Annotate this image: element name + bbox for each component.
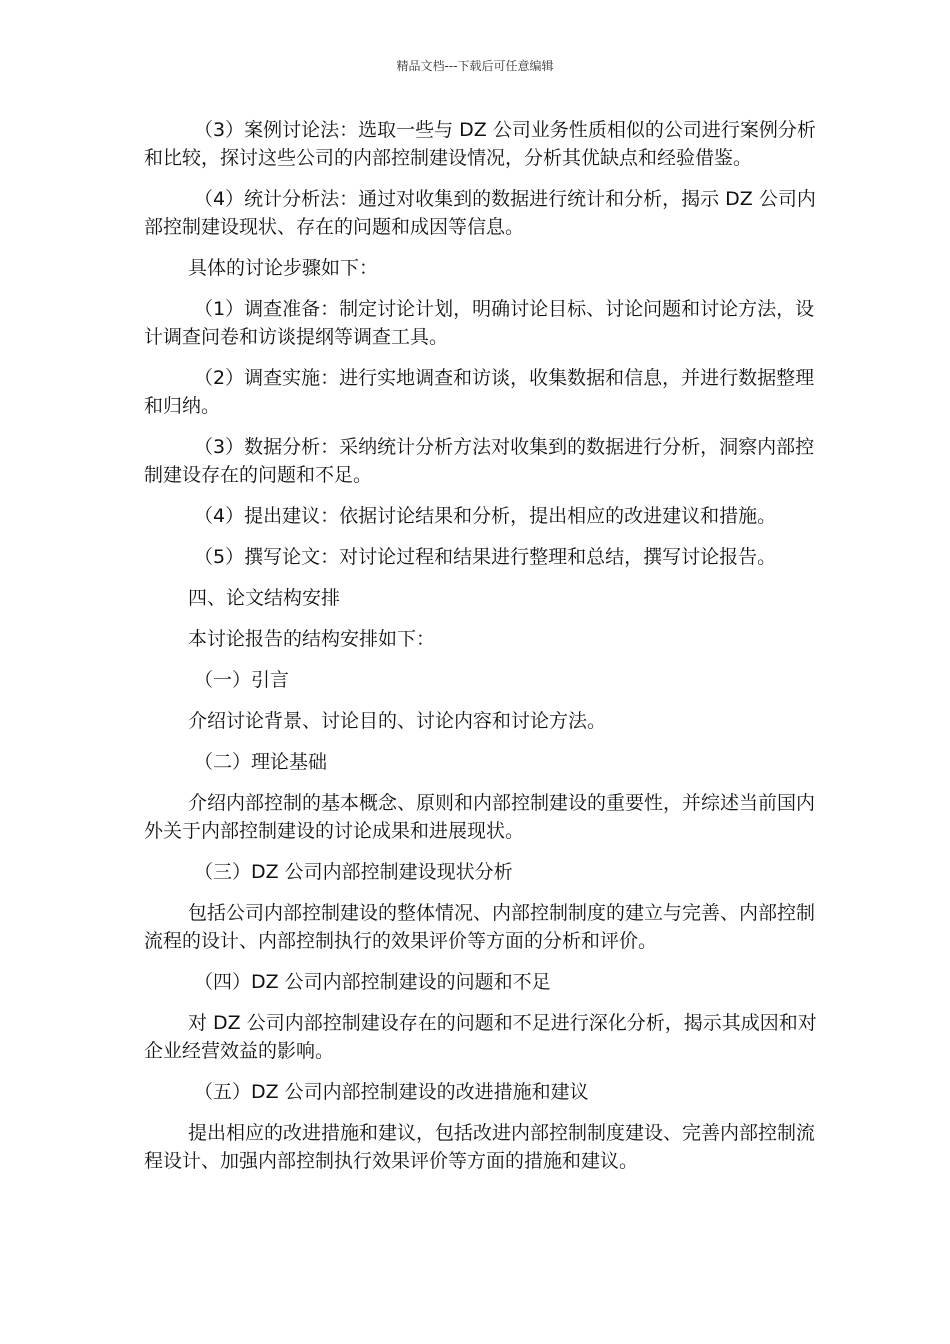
document-body xyxy=(144,116,820,1188)
page-header: 精品文档---下载后可任意编辑 xyxy=(396,59,554,73)
paragraph: （1）调查准备：制定讨论计划，明确讨论目标、讨论问题和讨论方法，设计调查问卷和访谈提纲等调查工具。 xyxy=(144,298,815,348)
paragraph: （3）案例讨论法：选取一些与 DZ 公司业务性质相似的公司进行案例分析和比较，探讨这些公司的内部控制建设情况，分析其优缺点和经验借鉴。 xyxy=(144,119,816,169)
paragraph: 包括公司内部控制建设的整体情况、内部控制制度的建立与完善、内部控制流程的设计、内部控制执行的效果评价等方面的分析和评价。 xyxy=(144,902,816,952)
paragraph: 介绍讨论背景、讨论目的、讨论内容和讨论方法。 xyxy=(188,710,607,732)
paragraph: （2）调查实施：进行实地调查和访谈，收集数据和信息，并进行数据整理和归纳。 xyxy=(144,367,815,417)
paragraph: 介绍内部控制的基本概念、原则和内部控制建设的重要性，并综述当前国内外关于内部控制建设的讨论成果和进展现状。 xyxy=(144,792,816,842)
subsection-heading: （二）理论基础 xyxy=(194,751,328,773)
paragraph: 提出相应的改进措施和建议，包括改进内部控制制度建设、完善内部控制流程设计、加强内部控制执行效果评价等方面的措施和建议。 xyxy=(144,1122,816,1172)
paragraph: （4）提出建议：依据讨论结果和分析，提出相应的改进建议和措施。 xyxy=(194,505,777,527)
section-heading: 四、论文结构安排 xyxy=(188,587,341,609)
subsection-heading: （一）引言 xyxy=(194,669,290,691)
paragraph: （4）统计分析法：通过对收集到的数据进行统计和分析，揭示 DZ 公司内部控制建设现状、存在的问题和成因等信息。 xyxy=(144,188,816,238)
paragraph: 对 DZ 公司内部控制建设存在的问题和不足进行深化分析，揭示其成因和对企业经营效益的影响。 xyxy=(144,1012,817,1062)
subsection-heading: （五）DZ 公司内部控制建设的改进措施和建议 xyxy=(194,1081,589,1103)
paragraph: 本讨论报告的结构安排如下： xyxy=(188,628,436,650)
paragraph: 具体的讨论步骤如下： xyxy=(188,257,379,279)
paragraph: （3）数据分析：采纳统计分析方法对收集到的数据进行分析，洞察内部控制建设存在的问题和不足。 xyxy=(144,436,815,486)
paragraph: （5）撰写论文：对讨论过程和结果进行整理和总结，撰写讨论报告。 xyxy=(194,546,777,568)
subsection-heading: （三）DZ 公司内部控制建设现状分析 xyxy=(194,861,513,883)
subsection-heading: （四）DZ 公司内部控制建设的问题和不足 xyxy=(194,971,551,993)
